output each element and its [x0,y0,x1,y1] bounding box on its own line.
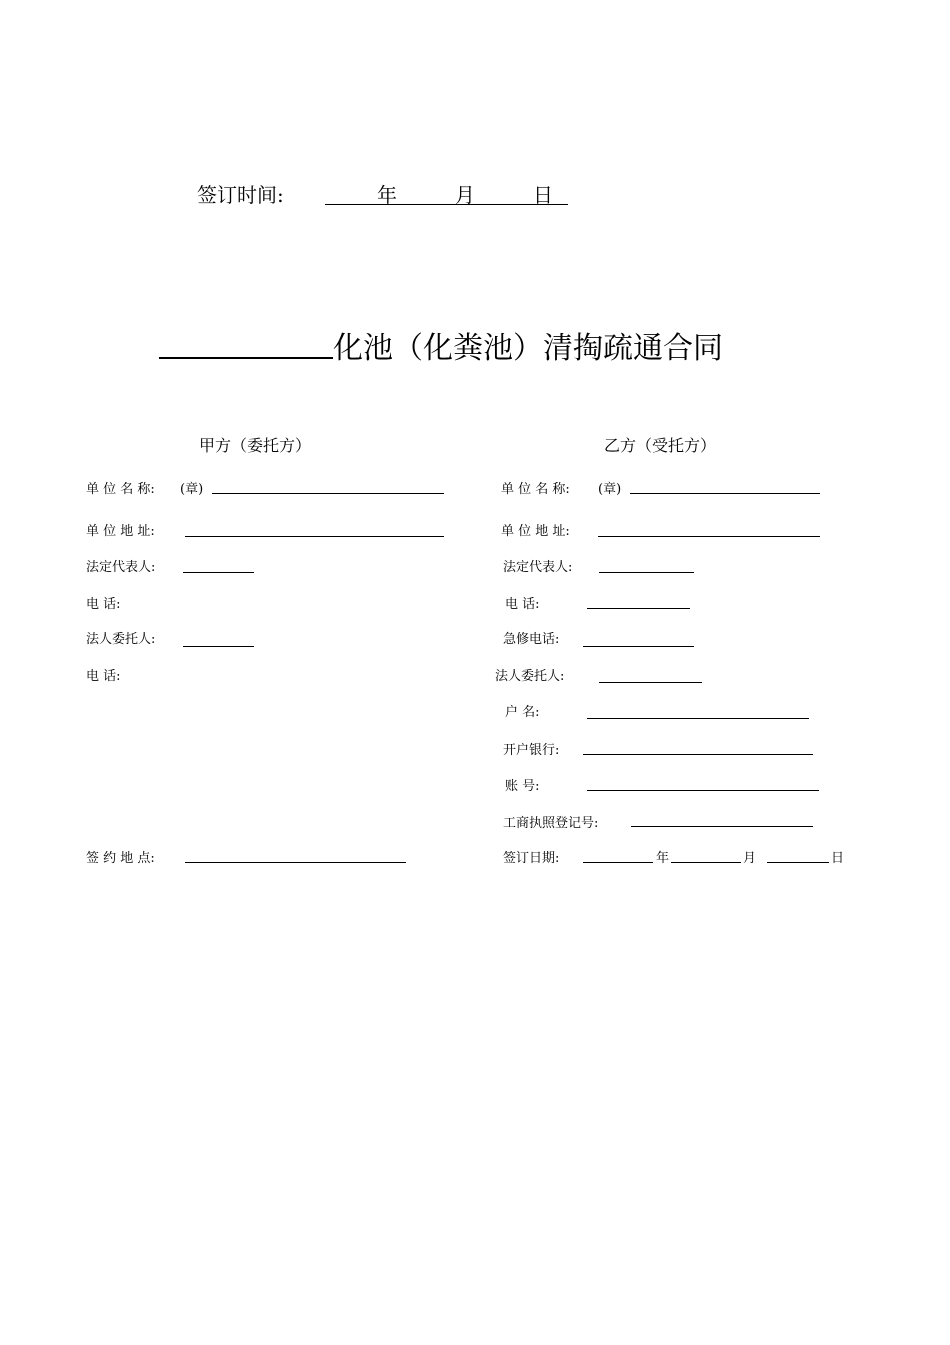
party-b-sign-year-label: 年 [656,851,670,866]
party-b-license-label: 工商执照登记号: [503,816,599,831]
signing-month-label: 月 [455,183,475,207]
party-b-emergency-phone-label: 急修电话: [503,632,560,647]
party-b-unit-address-label: 单 位 地 址: [501,524,570,539]
signing-time-underline [325,204,568,205]
signing-time-label: 签订时间: [197,183,284,207]
party-b-unit-address-field[interactable] [598,536,820,537]
party-a-heading: 甲方（委托方） [199,436,312,455]
title-blank-line [159,357,333,359]
signing-day-label: 日 [533,183,553,207]
party-b-account-no-label: 账 号: [505,779,540,794]
party-b-phone-label: 电 话: [505,597,540,612]
party-b-account-no-field[interactable] [587,790,819,791]
party-b-sign-month-label: 月 [743,851,757,866]
party-b-heading: 乙方（受托方） [604,436,717,455]
party-b-sign-day-label: 日 [831,851,845,866]
party-a-sign-place-label: 签 约 地 点: [86,851,155,866]
party-b-entrusted-field[interactable] [599,682,702,683]
signing-year-label: 年 [377,183,397,207]
party-a-phone-label: 电 话: [86,597,121,612]
party-a-phone2-label: 电 话: [86,669,121,684]
party-a-legal-rep-field[interactable] [183,572,254,573]
party-a-entrusted-field[interactable] [183,646,254,647]
party-a-unit-address-field[interactable] [185,536,444,537]
party-b-emergency-phone-field[interactable] [583,646,694,647]
party-b-legal-rep-label: 法定代表人: [503,560,573,575]
party-b-sign-date-label: 签订日期: [503,851,560,866]
party-b-account-name-label: 户 名: [505,705,540,720]
party-b-legal-rep-field[interactable] [599,572,694,573]
party-b-bank-field[interactable] [583,754,813,755]
party-a-entrusted-label: 法人委托人: [86,632,156,647]
party-b-sign-month-field[interactable] [671,862,741,863]
party-a-legal-rep-label: 法定代表人: [86,560,156,575]
party-b-phone-field[interactable] [587,608,690,609]
party-a-seal-label: (章) [180,482,204,497]
party-b-unit-name-field[interactable] [630,493,820,494]
page-title: 化池（化粪池）清掏疏通合同 [333,331,723,366]
party-b-license-field[interactable] [631,826,813,827]
party-b-seal-label: (章) [598,482,622,497]
party-b-unit-name-label: 单 位 名 称: [501,482,570,497]
party-a-sign-place-field[interactable] [185,862,406,863]
party-a-unit-address-label: 单 位 地 址: [86,524,155,539]
party-a-unit-name-label: 单 位 名 称: [86,482,155,497]
party-a-unit-name-field[interactable] [212,493,444,494]
party-b-bank-label: 开户银行: [503,743,560,758]
party-b-sign-year-field[interactable] [583,862,653,863]
party-b-account-name-field[interactable] [587,718,809,719]
party-b-sign-day-field[interactable] [767,862,829,863]
party-b-entrusted-label: 法人委托人: [495,669,565,684]
